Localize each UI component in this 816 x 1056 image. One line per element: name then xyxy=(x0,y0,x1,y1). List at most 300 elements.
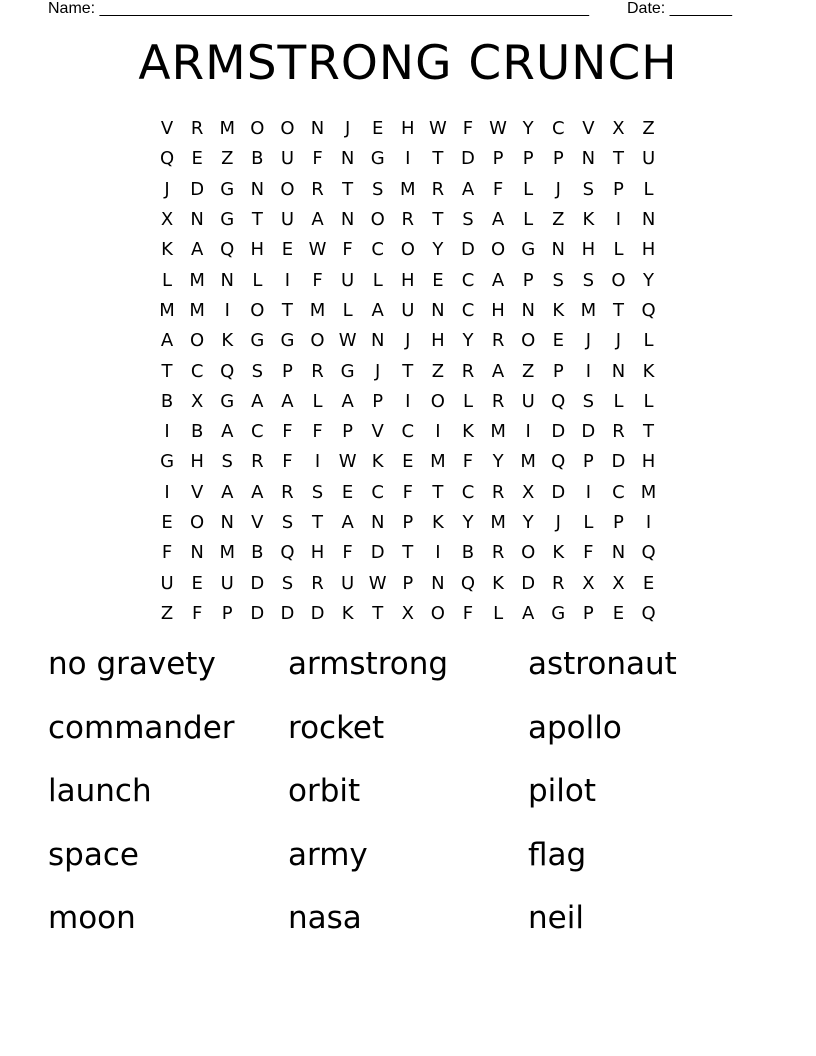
grid-letter[interactable]: P xyxy=(552,360,564,382)
grid-letter[interactable]: I xyxy=(435,421,441,443)
grid-letter[interactable]: O xyxy=(250,299,265,321)
grid-letter[interactable]: L xyxy=(643,330,654,352)
grid-letter[interactable]: S xyxy=(462,209,474,231)
grid-letter[interactable]: T xyxy=(402,542,414,564)
grid-letter[interactable]: T xyxy=(612,299,624,321)
grid-letter[interactable]: G xyxy=(220,178,235,200)
grid-letter[interactable]: O xyxy=(250,118,265,140)
grid-letter[interactable]: T xyxy=(432,148,444,170)
grid-letter[interactable]: L xyxy=(252,269,263,291)
grid-letter[interactable]: M xyxy=(490,512,506,533)
grid-letter[interactable]: D xyxy=(250,572,265,594)
grid-letter[interactable]: I xyxy=(314,451,321,473)
grid-letter[interactable]: Z xyxy=(221,148,234,170)
grid-letter[interactable]: I xyxy=(224,299,230,321)
grid-letter[interactable]: Q xyxy=(641,542,656,564)
grid-letter[interactable]: F xyxy=(492,178,504,200)
grid-letter[interactable]: M xyxy=(430,451,446,473)
grid-letter[interactable]: O xyxy=(490,239,506,261)
grid-letter[interactable]: F xyxy=(462,602,474,624)
grid-letter[interactable]: G xyxy=(521,239,536,261)
grid-letter[interactable]: U xyxy=(341,572,355,594)
grid-letter[interactable]: F xyxy=(312,269,323,291)
grid-letter[interactable]: Z xyxy=(160,602,174,624)
grid-letter[interactable]: E xyxy=(432,269,444,291)
grid-letter[interactable]: O xyxy=(430,390,445,412)
grid-letter[interactable]: G xyxy=(551,602,566,624)
grid-letter[interactable]: O xyxy=(370,209,385,231)
grid-letter[interactable]: M xyxy=(219,118,235,140)
grid-letter[interactable]: W xyxy=(338,330,357,352)
grid-letter[interactable]: J xyxy=(344,118,351,140)
grid-letter[interactable]: F xyxy=(462,118,474,140)
grid-letter[interactable]: G xyxy=(220,390,235,412)
grid-letter[interactable]: B xyxy=(251,542,264,564)
grid-letter[interactable]: V xyxy=(371,421,384,443)
grid-letter[interactable]: Q xyxy=(641,299,656,321)
grid-letter[interactable]: H xyxy=(491,299,505,321)
grid-letter[interactable]: E xyxy=(281,239,294,261)
grid-letter[interactable]: I xyxy=(435,542,441,564)
grid-letter[interactable]: F xyxy=(282,421,293,443)
grid-letter[interactable]: N xyxy=(521,299,535,321)
grid-letter[interactable]: U xyxy=(521,390,535,412)
grid-letter[interactable]: P xyxy=(221,602,233,624)
grid-letter[interactable]: A xyxy=(160,330,174,352)
grid-letter[interactable]: N xyxy=(190,542,204,564)
grid-letter[interactable]: K xyxy=(431,512,444,533)
grid-letter[interactable]: B xyxy=(190,421,204,443)
grid-letter[interactable]: N xyxy=(551,239,565,261)
grid-letter[interactable]: E xyxy=(191,572,203,594)
grid-letter[interactable]: E xyxy=(402,451,414,473)
grid-letter[interactable]: L xyxy=(342,299,353,321)
grid-letter[interactable]: I xyxy=(615,209,622,231)
grid-letter[interactable]: B xyxy=(251,148,264,170)
grid-letter[interactable]: N xyxy=(370,512,385,533)
grid-letter[interactable]: G xyxy=(160,451,175,473)
grid-letter[interactable]: A xyxy=(251,481,264,503)
grid-letter[interactable]: I xyxy=(164,421,170,443)
grid-letter[interactable]: W xyxy=(368,572,387,594)
grid-letter[interactable]: F xyxy=(462,451,474,473)
grid-letter[interactable]: J xyxy=(555,178,561,200)
grid-letter[interactable]: N xyxy=(611,542,626,564)
grid-letter[interactable]: B xyxy=(160,390,174,412)
grid-letter[interactable]: K xyxy=(221,330,234,352)
word-bank-row xyxy=(48,643,768,707)
grid-letter[interactable]: E xyxy=(161,512,173,533)
grid-letter[interactable]: R xyxy=(491,542,505,564)
grid-letter[interactable]: X xyxy=(522,481,535,503)
word-bank-row xyxy=(48,707,768,771)
grid-letter[interactable]: J xyxy=(375,360,381,382)
grid-letter[interactable]: E xyxy=(372,118,384,140)
grid-letter[interactable]: T xyxy=(281,299,293,321)
grid-letter[interactable]: H xyxy=(401,118,415,140)
grid-letter[interactable]: D xyxy=(581,421,596,443)
grid-letter[interactable]: H xyxy=(310,542,325,564)
grid-letter[interactable]: W xyxy=(338,451,357,473)
grid-letter[interactable]: Q xyxy=(280,542,295,564)
grid-letter[interactable]: K xyxy=(582,209,595,231)
grid-letter[interactable]: L xyxy=(523,209,534,231)
grid-letter[interactable]: C xyxy=(612,481,625,503)
grid-letter[interactable]: P xyxy=(372,390,384,412)
grid-letter[interactable]: L xyxy=(643,178,654,200)
grid-letter[interactable]: I xyxy=(405,390,411,412)
grid-letter[interactable]: S xyxy=(582,269,595,291)
grid-letter[interactable]: K xyxy=(161,239,173,261)
grid-letter[interactable]: D xyxy=(280,602,295,624)
grid-letter[interactable]: P xyxy=(492,148,504,170)
grid-letter[interactable]: E xyxy=(191,148,203,170)
grid-letter[interactable]: C xyxy=(371,481,384,503)
grid-letter[interactable]: J xyxy=(555,512,561,533)
grid-letter[interactable]: W xyxy=(428,118,447,140)
grid-letter[interactable]: P xyxy=(582,451,594,473)
grid-letter[interactable]: M xyxy=(520,451,536,473)
grid-row xyxy=(152,235,664,265)
grid-letter[interactable]: A xyxy=(491,209,505,231)
grid-letter[interactable]: O xyxy=(190,512,205,533)
grid-letter[interactable]: F xyxy=(583,542,594,564)
grid-letter[interactable]: S xyxy=(311,481,324,503)
grid-letter[interactable]: P xyxy=(402,512,414,533)
grid-letter[interactable]: S xyxy=(582,390,595,412)
grid-letter[interactable]: S xyxy=(552,269,564,291)
grid-letter[interactable]: Y xyxy=(492,451,504,473)
grid-letter[interactable]: K xyxy=(552,542,565,564)
grid-letter[interactable]: T xyxy=(402,360,414,382)
grid-letter[interactable]: V xyxy=(582,118,595,140)
grid-letter[interactable]: G xyxy=(280,330,295,352)
grid-letter[interactable]: P xyxy=(342,421,354,443)
grid-letter[interactable]: L xyxy=(312,390,323,412)
grid-letter[interactable]: F xyxy=(191,602,203,624)
grid-letter[interactable]: L xyxy=(372,269,383,291)
grid-letter[interactable]: F xyxy=(282,451,293,473)
grid-letter[interactable]: O xyxy=(611,269,626,291)
grid-letter[interactable]: J xyxy=(585,330,592,352)
grid-letter[interactable]: O xyxy=(280,118,295,140)
grid-letter[interactable]: A xyxy=(341,390,354,412)
grid-letter[interactable]: R xyxy=(491,481,505,503)
grid-row xyxy=(152,417,664,447)
grid-letter[interactable]: E xyxy=(552,330,564,352)
grid-letter[interactable]: K xyxy=(492,572,504,594)
grid-row xyxy=(152,356,664,386)
grid-letter[interactable]: Q xyxy=(551,390,566,412)
grid-letter[interactable]: H xyxy=(250,239,265,261)
grid-letter[interactable]: R xyxy=(612,421,625,443)
grid-letter[interactable]: C xyxy=(551,118,565,140)
grid-letter[interactable]: I xyxy=(585,481,592,503)
grid-letter[interactable]: L xyxy=(493,602,504,624)
grid-letter[interactable]: D xyxy=(310,602,325,624)
grid-letter[interactable]: Z xyxy=(642,118,655,140)
grid-letter[interactable]: O xyxy=(280,178,295,200)
grid-letter[interactable]: S xyxy=(251,360,264,382)
grid-letter[interactable]: S xyxy=(281,572,294,594)
grid-letter[interactable]: P xyxy=(582,602,594,624)
grid-letter[interactable]: J xyxy=(615,330,622,352)
grid-letter[interactable]: F xyxy=(402,481,413,503)
grid-letter[interactable]: R xyxy=(311,572,324,594)
grid-letter[interactable]: M xyxy=(189,299,205,321)
grid-letter[interactable]: A xyxy=(251,390,264,412)
grid-letter[interactable]: U xyxy=(280,209,295,231)
grid-letter[interactable]: M xyxy=(159,299,175,321)
grid-letter[interactable]: N xyxy=(250,178,265,200)
grid-letter[interactable]: C xyxy=(190,360,204,382)
grid-letter[interactable]: D xyxy=(461,239,475,261)
grid-letter[interactable]: H xyxy=(641,451,656,473)
grid-letter[interactable]: A xyxy=(311,209,324,231)
grid-letter[interactable]: F xyxy=(161,542,173,564)
grid-letter[interactable]: A xyxy=(461,178,475,200)
grid-letter[interactable]: D xyxy=(551,481,566,503)
grid-letter[interactable]: A xyxy=(491,269,505,291)
grid-letter[interactable]: A xyxy=(491,360,505,382)
grid-letter[interactable]: F xyxy=(312,148,323,170)
grid-letter[interactable]: S xyxy=(221,451,233,473)
grid-letter[interactable]: D xyxy=(521,572,536,594)
grid-letter[interactable]: D xyxy=(370,542,385,564)
grid-letter[interactable]: T xyxy=(251,209,263,231)
grid-letter[interactable]: R xyxy=(311,178,324,200)
grid-letter[interactable]: L xyxy=(643,390,654,412)
grid-letter[interactable]: Z xyxy=(552,209,565,231)
grid-letter[interactable]: H xyxy=(581,239,596,261)
grid-letter[interactable]: Q xyxy=(220,239,235,261)
grid-letter[interactable]: F xyxy=(342,542,353,564)
grid-letter[interactable]: K xyxy=(642,360,655,382)
grid-letter[interactable]: R xyxy=(491,390,505,412)
grid-letter[interactable]: X xyxy=(582,572,595,594)
grid-letter[interactable]: T xyxy=(432,209,444,231)
grid-letter[interactable]: N xyxy=(581,148,596,170)
grid-letter[interactable]: R xyxy=(401,209,415,231)
grid-row xyxy=(152,387,664,417)
grid-letter[interactable]: V xyxy=(190,481,204,503)
grid-letter[interactable]: R xyxy=(281,481,294,503)
grid-letter[interactable]: X xyxy=(612,118,625,140)
grid-letter[interactable]: V xyxy=(251,512,264,533)
grid-letter[interactable]: M xyxy=(490,421,506,443)
grid-letter[interactable]: U xyxy=(401,299,415,321)
grid-letter[interactable]: C xyxy=(461,481,475,503)
grid-letter[interactable]: A xyxy=(190,239,204,261)
grid-letter[interactable]: M xyxy=(309,299,326,321)
grid-letter[interactable]: E xyxy=(341,481,354,503)
grid-letter[interactable]: O xyxy=(400,239,415,261)
grid-letter[interactable]: U xyxy=(280,148,295,170)
grid-letter[interactable]: N xyxy=(190,209,204,231)
grid-letter[interactable]: O xyxy=(310,330,325,352)
grid-letter[interactable]: Y xyxy=(522,118,534,140)
grid-letter[interactable]: Y xyxy=(522,512,534,533)
grid-letter[interactable]: H xyxy=(431,330,445,352)
grid-letter[interactable]: A xyxy=(522,602,535,624)
grid-letter[interactable]: X xyxy=(160,209,174,231)
grid-letter[interactable]: T xyxy=(161,360,173,382)
grid-letter[interactable]: K xyxy=(552,299,565,321)
grid-row xyxy=(152,568,664,598)
grid-letter[interactable]: M xyxy=(189,269,205,291)
grid-letter[interactable]: R xyxy=(552,572,565,594)
word-bank-row xyxy=(48,834,768,898)
grid-letter[interactable]: D xyxy=(611,451,626,473)
grid-letter[interactable]: K xyxy=(341,602,354,624)
grid-letter[interactable]: E xyxy=(612,602,625,624)
grid-letter[interactable]: R xyxy=(461,360,475,382)
grid-letter[interactable]: C xyxy=(371,239,384,261)
grid-letter[interactable]: K xyxy=(371,451,384,473)
grid-letter[interactable]: Y xyxy=(462,330,474,352)
grid-letter[interactable]: O xyxy=(190,330,205,352)
grid-letter[interactable]: I xyxy=(405,148,411,170)
grid-letter[interactable]: F xyxy=(342,239,353,261)
grid-letter[interactable]: P xyxy=(613,178,624,200)
grid-letter[interactable]: I xyxy=(645,512,652,533)
grid-letter[interactable]: Y xyxy=(643,269,655,291)
grid-letter[interactable]: U xyxy=(220,572,234,594)
grid-letter[interactable]: C xyxy=(401,421,415,443)
grid-letter[interactable]: R xyxy=(190,118,204,140)
grid-letter[interactable]: N xyxy=(641,209,656,231)
grid-letter[interactable]: M xyxy=(400,178,416,200)
grid-letter[interactable]: D xyxy=(250,602,265,624)
grid-letter[interactable]: T xyxy=(643,421,655,443)
grid-letter[interactable]: B xyxy=(461,542,475,564)
grid-letter[interactable]: X xyxy=(401,602,414,624)
grid-letter[interactable]: T xyxy=(372,602,384,624)
grid-letter[interactable]: W xyxy=(489,118,507,140)
grid-letter[interactable]: M xyxy=(640,481,657,503)
grid-letter[interactable]: N xyxy=(340,148,355,170)
grid-letter[interactable]: N xyxy=(431,299,445,321)
grid-letter[interactable]: H xyxy=(401,269,415,291)
grid-letter[interactable]: I xyxy=(585,360,592,382)
grid-letter[interactable]: N xyxy=(220,512,234,533)
grid-letter[interactable]: P xyxy=(281,360,293,382)
grid-letter[interactable]: R xyxy=(491,330,505,352)
grid-letter[interactable]: H xyxy=(190,451,204,473)
grid-letter[interactable]: O xyxy=(430,602,445,624)
grid-letter[interactable]: R xyxy=(251,451,264,473)
grid-letter[interactable]: M xyxy=(219,542,235,564)
grid-letter[interactable]: S xyxy=(582,178,595,200)
grid-letter[interactable]: Q xyxy=(460,572,476,594)
grid-letter[interactable]: U xyxy=(641,148,656,170)
grid-letter[interactable]: C xyxy=(461,299,475,321)
grid-letter[interactable]: I xyxy=(164,481,170,503)
grid-letter[interactable]: S xyxy=(371,178,384,200)
grid-letter[interactable]: I xyxy=(284,269,291,291)
grid-letter[interactable]: N xyxy=(370,330,385,352)
grid-letter[interactable]: C xyxy=(251,421,264,443)
grid-letter[interactable]: F xyxy=(312,421,323,443)
grid-letter[interactable]: O xyxy=(521,330,536,352)
grid-letter[interactable]: R xyxy=(311,360,324,382)
grid-letter[interactable]: E xyxy=(642,572,655,594)
grid-letter[interactable]: N xyxy=(340,209,355,231)
grid-letter[interactable]: N xyxy=(310,118,325,140)
grid-letter[interactable]: D xyxy=(190,178,205,200)
grid-row xyxy=(152,508,664,538)
grid-letter[interactable]: A xyxy=(221,421,234,443)
grid-letter[interactable]: A xyxy=(341,512,354,533)
grid-letter[interactable]: L xyxy=(462,390,473,412)
grid-letter[interactable]: J xyxy=(164,178,170,200)
grid-letter[interactable]: Z xyxy=(522,360,535,382)
grid-letter[interactable]: Q xyxy=(220,360,235,382)
grid-letter[interactable]: S xyxy=(281,512,294,533)
grid-letter[interactable]: G xyxy=(220,209,235,231)
grid-letter[interactable]: Q xyxy=(641,602,656,624)
grid-letter[interactable]: O xyxy=(521,542,536,564)
grid-letter[interactable]: T xyxy=(342,178,354,200)
grid-letter[interactable]: K xyxy=(462,421,474,443)
grid-letter[interactable]: Q xyxy=(159,148,175,170)
grid-letter[interactable]: J xyxy=(405,330,411,352)
grid-letter[interactable]: P xyxy=(522,148,534,170)
grid-letter[interactable]: L xyxy=(523,178,534,200)
grid-letter[interactable]: L xyxy=(613,239,624,261)
word-bank-item: armstrong xyxy=(288,646,449,682)
grid-letter[interactable]: M xyxy=(580,299,597,321)
grid-letter[interactable]: C xyxy=(461,269,475,291)
grid-letter[interactable]: W xyxy=(308,239,327,261)
grid-letter[interactable]: L xyxy=(613,390,624,412)
grid-letter[interactable]: G xyxy=(250,330,265,352)
grid-letter[interactable]: A xyxy=(281,390,294,412)
grid-letter[interactable]: Y xyxy=(432,239,444,261)
grid-letter[interactable]: T xyxy=(312,512,324,533)
grid-letter[interactable]: Q xyxy=(551,451,566,473)
grid-letter[interactable]: L xyxy=(162,269,173,291)
grid-letter[interactable]: P xyxy=(402,572,414,594)
grid-letter[interactable]: P xyxy=(613,512,624,533)
grid-letter[interactable]: G xyxy=(370,148,385,170)
grid-letter[interactable]: N xyxy=(611,360,626,382)
grid-letter[interactable]: G xyxy=(340,360,355,382)
name-field: Name: _______________________________________________________ xyxy=(48,0,589,17)
grid-letter[interactable]: V xyxy=(160,118,174,140)
grid-letter[interactable]: Y xyxy=(462,512,474,533)
grid-letter[interactable]: N xyxy=(220,269,234,291)
grid-letter[interactable]: R xyxy=(431,178,445,200)
grid-letter[interactable]: P xyxy=(522,269,534,291)
grid-letter[interactable]: T xyxy=(432,481,444,503)
grid-letter[interactable]: N xyxy=(431,572,445,594)
grid-letter[interactable]: D xyxy=(461,148,475,170)
grid-letter[interactable]: Z xyxy=(431,360,445,382)
grid-letter[interactable]: D xyxy=(551,421,566,443)
grid-letter[interactable]: A xyxy=(221,481,234,503)
grid-letter[interactable]: U xyxy=(160,572,174,594)
grid-letter[interactable]: T xyxy=(612,148,624,170)
grid-letter[interactable]: U xyxy=(341,269,355,291)
grid-letter[interactable]: I xyxy=(525,421,531,443)
grid-letter[interactable]: X xyxy=(612,572,625,594)
grid-letter[interactable]: L xyxy=(583,512,594,533)
grid-letter[interactable]: P xyxy=(552,148,564,170)
grid-letter[interactable]: H xyxy=(641,239,656,261)
grid-letter[interactable]: X xyxy=(190,390,204,412)
grid-letter[interactable]: A xyxy=(371,299,384,321)
